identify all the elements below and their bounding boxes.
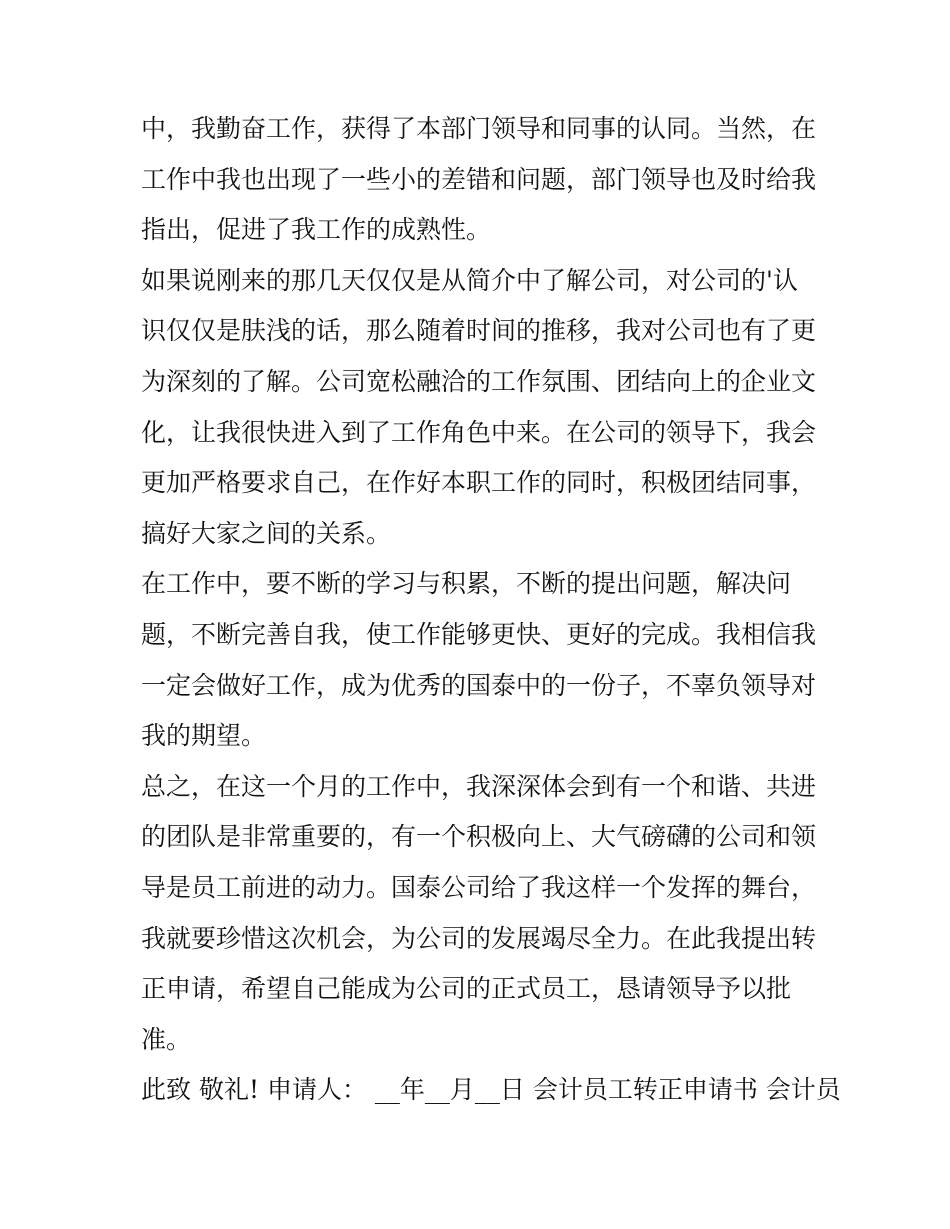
text-line: 准。 [141,1024,192,1054]
text-line: 的团队是非常重要的，有一个积极向上、大气磅礴的公司和领 [141,822,817,852]
text-line: 工作中我也出现了一些小的差错和问题，部门领导也及时给我 [141,164,817,194]
text-line: 我就要珍惜这次机会，为公司的发展竭尽全力。在此我提出转 [141,923,817,953]
text-line: 一定会做好工作，成为优秀的国泰中的一份子，不辜负领导对 [141,670,817,700]
text-line: 搞好大家之间的关系。 [141,518,392,548]
text-line: 导是员工前进的动力。国泰公司给了我这样一个发挥的舞台， [141,872,817,902]
text-line: 化，让我很快进入到了工作角色中来。在公司的领导下，我会 [141,417,817,447]
text-line: 总之，在这一个月的工作中，我深深体会到有一个和谐、共进 [141,771,817,801]
text-line: 在工作中，要不断的学习与积累，不断的提出问题，解决问 [141,569,792,599]
text-line: 题，不断完善自我，使工作能够更快、更好的完成。我相信我 [141,619,817,649]
text-line: 如果说刚来的那几天仅仅是从简介中了解公司，对公司的'认 [141,265,798,295]
text-line: 正申请，希望自己能成为公司的正式员工，恳请领导予以批 [141,974,792,1004]
text-line: 为深刻的了解。公司宽松融洽的工作氛围、团结向上的企业文 [141,366,817,396]
text-line: 我的期望。 [141,721,267,751]
text-line: 识仅仅是肤浅的话，那么随着时间的推移，我对公司也有了更 [141,316,817,346]
text-line: 此致 敬礼! 申请人： __年__月__日 会计员工转正申请书 会计员 [141,1075,841,1105]
text-line: 中，我勤奋工作，获得了本部门领导和同事的认同。当然，在 [141,114,817,143]
text-line: 更加严格要求自己，在作好本职工作的同时，积极团结同事， [141,468,817,498]
text-line: 指出，促进了我工作的成熟性。 [141,215,492,245]
document-body [141,104,841,1116]
